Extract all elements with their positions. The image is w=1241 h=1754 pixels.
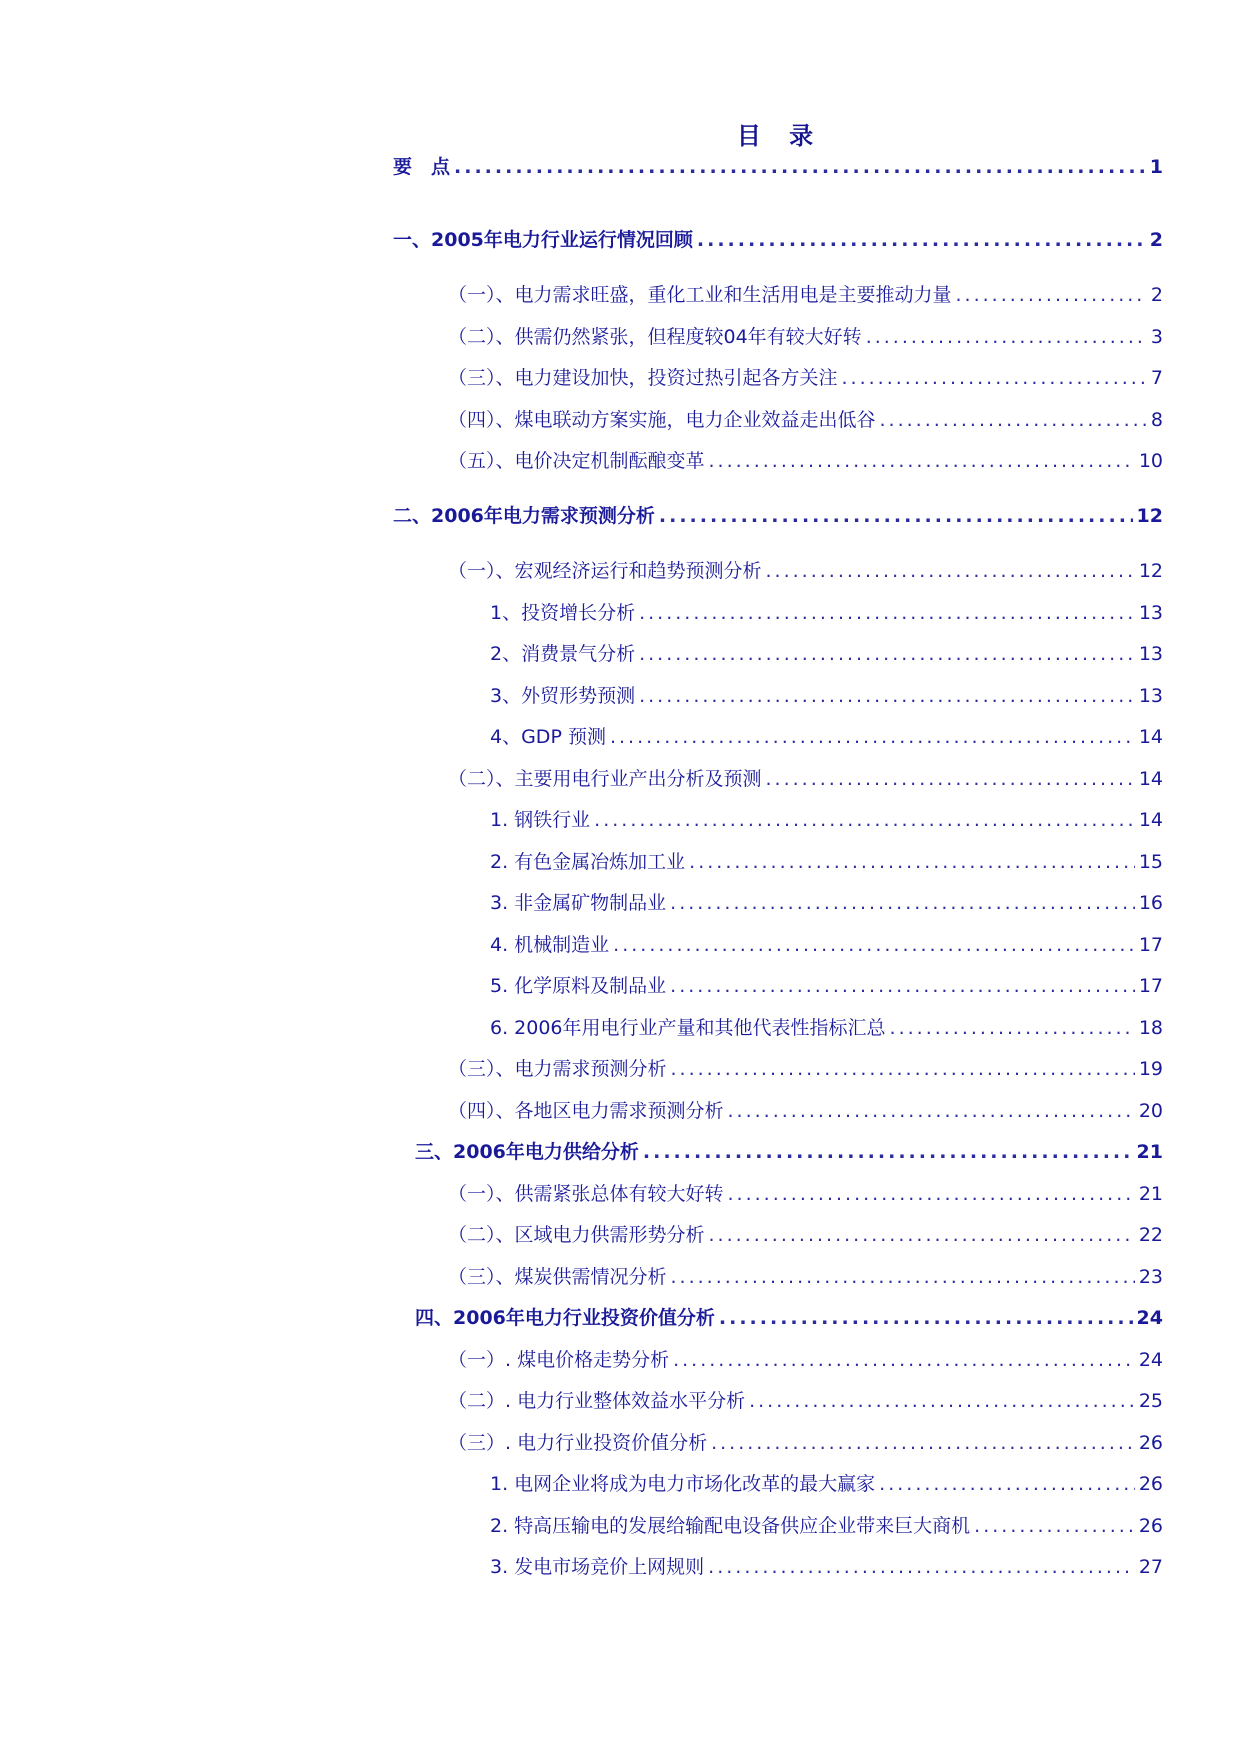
dot-leader	[670, 973, 1135, 999]
dot-leader	[974, 1513, 1135, 1539]
toc-entry-page: 27	[1138, 1556, 1163, 1578]
toc-entry[interactable]	[393, 227, 1163, 253]
toc-entry-label: 4、GDP 预测	[490, 726, 606, 748]
dot-leader	[613, 932, 1135, 958]
toc-entry-label: 1. 钢铁行业	[490, 809, 591, 831]
dot-leader	[719, 1305, 1133, 1331]
toc-entry-page: 12	[1136, 505, 1163, 527]
dot-leader	[709, 1222, 1135, 1248]
toc-entry-label: （四）、煤电联动方案实施，电力企业效益走出低谷	[448, 409, 876, 431]
toc-entry[interactable]	[448, 1098, 1163, 1124]
toc-entry[interactable]	[448, 558, 1163, 584]
toc-entry[interactable]	[490, 849, 1163, 875]
toc-entry[interactable]	[490, 683, 1163, 709]
toc-entry-label: （五）、电价决定机制酝酿变革	[448, 450, 705, 472]
toc-entry-label: 四、2006年电力行业投资价值分析	[415, 1307, 715, 1329]
toc-entry-page: 24	[1138, 1349, 1163, 1371]
toc-entry-page: 2	[1150, 284, 1163, 306]
toc-entry-page: 17	[1138, 934, 1163, 956]
toc-entry-label: （一）、供需紧张总体有较大好转	[448, 1183, 724, 1205]
dot-leader	[842, 365, 1147, 391]
toc-entry-label: （三）、电力建设加快，投资过热引起各方关注	[448, 367, 838, 389]
toc-entry-page: 10	[1138, 450, 1163, 472]
toc-entry-page: 14	[1138, 726, 1163, 748]
toc-entry-label: 1. 电网企业将成为电力市场化改革的最大赢家	[490, 1473, 876, 1495]
dot-leader	[697, 227, 1146, 253]
toc-entry-label: 一、2005年电力行业运行情况回顾	[393, 229, 693, 251]
toc-entry[interactable]	[448, 448, 1163, 474]
dot-leader	[879, 1471, 1135, 1497]
toc-entry-page: 22	[1138, 1224, 1163, 1246]
toc-entry-page: 13	[1138, 602, 1163, 624]
toc-entry-label: （一）、电力需求旺盛，重化工业和生活用电是主要推动力量	[448, 284, 952, 306]
toc-entry[interactable]	[448, 1056, 1163, 1082]
toc-entry[interactable]	[448, 1430, 1163, 1456]
toc-entry-page: 13	[1138, 685, 1163, 707]
toc-entry-label: 二、2006年电力需求预测分析	[393, 505, 655, 527]
toc-entry-page: 7	[1150, 367, 1163, 389]
dot-leader	[454, 154, 1146, 180]
toc-entry[interactable]	[490, 1471, 1163, 1497]
toc-entry[interactable]	[490, 641, 1163, 667]
toc-entry[interactable]	[490, 1554, 1163, 1580]
toc-entry-page: 1	[1149, 156, 1163, 178]
toc-entry[interactable]	[448, 1264, 1163, 1290]
toc-title: 目 录	[736, 122, 824, 150]
dot-leader	[673, 1347, 1135, 1373]
toc-entry-label: （一）. 煤电价格走势分析	[448, 1349, 670, 1371]
toc-entry[interactable]	[393, 503, 1163, 529]
toc-entry-page: 21	[1136, 1141, 1163, 1163]
dot-leader	[890, 1015, 1135, 1041]
dot-leader	[659, 503, 1133, 529]
dot-leader	[670, 890, 1135, 916]
dot-leader	[689, 849, 1135, 875]
toc-entry-page: 16	[1138, 892, 1163, 914]
toc-entry-page: 14	[1138, 809, 1163, 831]
toc-entry[interactable]	[490, 1015, 1163, 1041]
dot-leader	[711, 1430, 1135, 1456]
toc-entry-page: 13	[1138, 643, 1163, 665]
toc-entry-page: 26	[1138, 1473, 1163, 1495]
toc-entry[interactable]	[490, 724, 1163, 750]
toc-entry-label: （二）、主要用电行业产出分析及预测	[448, 768, 762, 790]
toc-entry-label: 4. 机械制造业	[490, 934, 610, 956]
dot-leader	[594, 807, 1135, 833]
toc-entry-page: 26	[1138, 1515, 1163, 1537]
dot-leader	[639, 683, 1135, 709]
toc-entry-label: （二）、区域电力供需形势分析	[448, 1224, 705, 1246]
toc-entry[interactable]	[448, 1388, 1163, 1414]
toc-entry-page: 14	[1138, 768, 1163, 790]
dot-leader	[709, 448, 1135, 474]
toc-entry[interactable]	[448, 1347, 1163, 1373]
toc-entry-label: 2. 特高压输电的发展给输配电设备供应企业带来巨大商机	[490, 1515, 971, 1537]
toc-entry-page: 20	[1138, 1100, 1163, 1122]
toc-entry-label: 2、消费景气分析	[490, 643, 636, 665]
dot-leader	[639, 600, 1135, 626]
toc-entry-page: 8	[1150, 409, 1163, 431]
toc-entry-label: 2. 有色金属冶炼加工业	[490, 851, 686, 873]
dot-leader	[866, 324, 1147, 350]
toc-entry-label: （一）、宏观经济运行和趋势预测分析	[448, 560, 762, 582]
toc-entry-label: 5. 化学原料及制品业	[490, 975, 667, 997]
toc-entry[interactable]	[490, 1513, 1163, 1539]
toc-entry-page: 12	[1138, 560, 1163, 582]
toc-entry-page: 21	[1138, 1183, 1163, 1205]
toc-entry[interactable]	[448, 1222, 1163, 1248]
dot-leader	[749, 1388, 1135, 1414]
dot-leader	[728, 1181, 1135, 1207]
toc-entry[interactable]	[448, 407, 1163, 433]
toc-entry[interactable]	[490, 600, 1163, 626]
toc-entry[interactable]	[448, 365, 1163, 391]
dot-leader	[880, 407, 1147, 433]
dot-leader	[956, 282, 1147, 308]
toc-entry-label: 3. 发电市场竞价上网规则	[490, 1556, 705, 1578]
dot-leader	[671, 1056, 1135, 1082]
toc-entry-page: 19	[1138, 1058, 1163, 1080]
toc-entry[interactable]	[490, 890, 1163, 916]
toc-entry[interactable]	[490, 807, 1163, 833]
dot-leader	[766, 558, 1135, 584]
toc-entry-label: 1、投资增长分析	[490, 602, 636, 624]
toc-entry[interactable]	[448, 766, 1163, 792]
toc-entry-label: 3、外贸形势预测	[490, 685, 636, 707]
toc-entry-label: 三、2006年电力供给分析	[415, 1141, 639, 1163]
toc-entry[interactable]	[448, 282, 1163, 308]
toc-entry[interactable]	[490, 973, 1163, 999]
dot-leader	[643, 1139, 1133, 1165]
toc-entry[interactable]	[393, 154, 1163, 180]
toc-entry-page: 23	[1138, 1266, 1163, 1288]
toc-entry-page: 3	[1150, 326, 1163, 348]
dot-leader	[639, 641, 1135, 667]
toc-entry[interactable]	[415, 1139, 1163, 1165]
toc-entry-label: 6. 2006年用电行业产量和其他代表性指标汇总	[490, 1017, 886, 1039]
dot-leader	[671, 1264, 1135, 1290]
dot-leader	[728, 1098, 1135, 1124]
toc-entry-label: 3. 非金属矿物制品业	[490, 892, 667, 914]
toc-entry-label: （三）、电力需求预测分析	[448, 1058, 667, 1080]
toc-entry-label: 要 点	[393, 156, 451, 178]
dot-leader	[610, 724, 1135, 750]
toc-entry-page: 26	[1138, 1432, 1163, 1454]
toc-entry[interactable]	[448, 324, 1163, 350]
dot-leader	[766, 766, 1135, 792]
toc-entry-page: 2	[1149, 229, 1163, 251]
toc-entry[interactable]	[415, 1305, 1163, 1331]
toc-entry[interactable]	[490, 932, 1163, 958]
toc-entry-page: 15	[1138, 851, 1163, 873]
toc-entry-label: （二）、供需仍然紧张，但程度较04年有较大好转	[448, 326, 862, 348]
toc-entry-label: （三）、煤炭供需情况分析	[448, 1266, 667, 1288]
dot-leader	[708, 1554, 1135, 1580]
toc-entry[interactable]	[448, 1181, 1163, 1207]
toc-entry-page: 18	[1138, 1017, 1163, 1039]
toc-entry-label: （三）. 电力行业投资价值分析	[448, 1432, 708, 1454]
toc-entry-page: 24	[1136, 1307, 1163, 1329]
toc-entry-page: 17	[1138, 975, 1163, 997]
toc-entry-page: 25	[1138, 1390, 1163, 1412]
toc-entry-label: （四）、各地区电力需求预测分析	[448, 1100, 724, 1122]
toc-entry-label: （二）. 电力行业整体效益水平分析	[448, 1390, 746, 1412]
